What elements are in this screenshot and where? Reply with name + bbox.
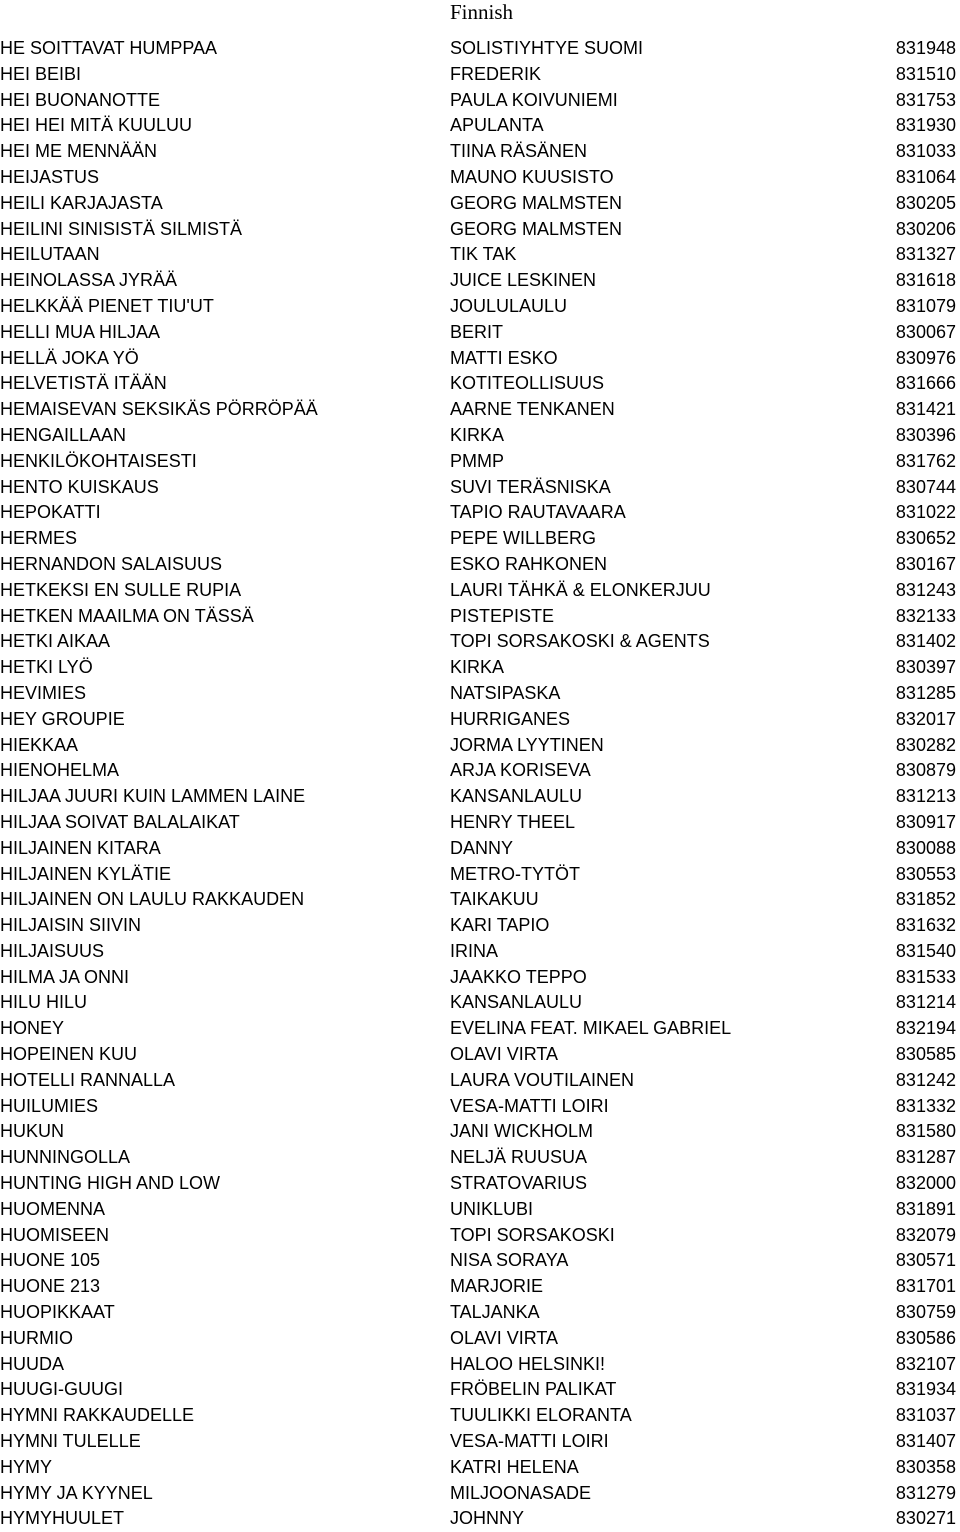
song-artist: TAPIO RAUTAVAARA — [450, 502, 626, 523]
song-row — [0, 552, 960, 578]
song-title: HUNNINGOLLA — [0, 1147, 131, 1168]
song-artist: MILJOONASADE — [450, 1482, 592, 1503]
song-code: 830585 — [895, 1044, 956, 1065]
song-row — [0, 1455, 960, 1481]
song-title: HEPOKATTI — [0, 502, 101, 523]
song-code: 830879 — [895, 760, 956, 781]
song-title: HUOMENNA — [0, 1198, 106, 1219]
song-row — [0, 1403, 960, 1429]
song-artist: GEORG MALMSTEN — [450, 218, 623, 239]
song-artist: TALJANKA — [450, 1302, 540, 1323]
song-code: 831037 — [895, 1405, 956, 1426]
song-row — [0, 887, 960, 913]
song-row — [0, 320, 960, 346]
song-code: 831540 — [895, 940, 956, 961]
song-title: HEILINI SINISISTÄ SILMISTÄ — [0, 218, 243, 239]
song-title: HEI HEI MITÄ KUULUU — [0, 115, 193, 136]
song-artist: TIINA RÄSÄNEN — [450, 141, 588, 162]
song-row — [0, 1429, 960, 1455]
song-row — [0, 217, 960, 243]
song-code: 831762 — [895, 450, 956, 471]
song-code: 831632 — [895, 915, 956, 936]
song-artist: JUICE LESKINEN — [450, 270, 597, 291]
song-artist: MARJORIE — [450, 1276, 544, 1297]
song-row — [0, 1068, 960, 1094]
song-code: 831666 — [895, 373, 956, 394]
song-row — [0, 604, 960, 630]
song-title: HILJAA SOIVAT BALALAIKAT — [0, 811, 240, 832]
song-code: 830396 — [895, 424, 956, 445]
song-row — [0, 371, 960, 397]
song-row — [0, 810, 960, 836]
song-title: HILJAISIN SIIVIN — [0, 915, 142, 936]
song-title: HE SOITTAVAT HUMPPAA — [0, 38, 218, 58]
song-artist: ESKO RAHKONEN — [450, 553, 608, 574]
song-row — [0, 191, 960, 217]
song-code: 831701 — [895, 1276, 956, 1297]
song-row — [0, 1300, 960, 1326]
song-title: HEI BEIBI — [0, 63, 82, 84]
song-row — [0, 1481, 960, 1507]
song-artist: VESA-MATTI LOIRI — [450, 1431, 609, 1452]
song-title: HOPEINEN KUU — [0, 1044, 138, 1065]
song-code: 830358 — [895, 1456, 956, 1477]
song-row — [0, 1274, 960, 1300]
song-row — [0, 733, 960, 759]
song-title: HIENOHELMA — [0, 760, 120, 781]
song-artist: DANNY — [450, 837, 514, 858]
song-code: 831243 — [895, 579, 956, 600]
song-artist: JOULULAULU — [450, 295, 568, 316]
song-artist: METRO-TYTÖT — [450, 863, 580, 884]
song-artist: OLAVI VIRTA — [450, 1044, 559, 1065]
song-artist: PISTEPISTE — [450, 605, 555, 626]
song-title: HUOPIKKAAT — [0, 1302, 115, 1323]
song-row — [0, 294, 960, 320]
song-artist: MAUNO KUUSISTO — [450, 166, 614, 187]
song-title: HIEKKAA — [0, 734, 79, 755]
song-artist: TAIKAKUU — [450, 889, 539, 910]
song-artist: APULANTA — [450, 115, 544, 136]
song-code: 832133 — [895, 605, 956, 626]
song-title: HUKUN — [0, 1121, 65, 1142]
song-title: HILMA JA ONNI — [0, 966, 130, 987]
song-title: HONEY — [0, 1018, 65, 1039]
song-artist: MATTI ESKO — [450, 347, 558, 368]
song-code: 832194 — [895, 1018, 956, 1039]
song-title: HEIJASTUS — [0, 166, 100, 187]
song-title: HILJAISUUS — [0, 940, 105, 961]
song-artist: AARNE TENKANEN — [450, 399, 615, 420]
song-title: HUONE 105 — [0, 1250, 101, 1271]
song-title: HEI BUONANOTTE — [0, 89, 161, 110]
song-artist: LAURA VOUTILAINEN — [450, 1069, 635, 1090]
song-code: 831533 — [895, 966, 956, 987]
song-artist: UNIKLUBI — [450, 1198, 534, 1219]
song-code: 830206 — [895, 218, 956, 239]
song-row — [0, 1171, 960, 1197]
song-row — [0, 1223, 960, 1249]
song-row — [0, 449, 960, 475]
song-title: HELLI MUA HILJAA — [0, 321, 161, 342]
song-artist: JANI WICKHOLM — [450, 1121, 594, 1142]
song-title: HETKI AIKAA — [0, 631, 111, 652]
song-row — [0, 1197, 960, 1223]
song-row — [0, 423, 960, 449]
song-row — [0, 526, 960, 552]
song-row — [0, 88, 960, 114]
song-code: 831948 — [895, 38, 956, 58]
song-title: HENKILÖKOHTAISESTI — [0, 450, 197, 471]
song-title: HEILI KARJAJASTA — [0, 192, 163, 213]
song-code: 831934 — [895, 1379, 956, 1400]
song-row — [0, 500, 960, 526]
song-code: 831242 — [895, 1069, 956, 1090]
song-artist: SUVI TERÄSNISKA — [450, 476, 611, 497]
song-row — [0, 62, 960, 88]
song-artist: KATRI HELENA — [450, 1456, 579, 1477]
song-row — [0, 139, 960, 165]
song-artist: EVELINA FEAT. MIKAEL GABRIEL — [450, 1018, 732, 1039]
song-row — [0, 784, 960, 810]
song-title: HUOMISEEN — [0, 1224, 110, 1245]
song-row — [0, 1352, 960, 1378]
song-code: 831407 — [895, 1431, 956, 1452]
song-row — [0, 990, 960, 1016]
song-title: HYMNI RAKKAUDELLE — [0, 1405, 195, 1426]
song-title: HILJAA JUURI KUIN LAMMEN LAINE — [0, 786, 306, 807]
song-code: 831852 — [895, 889, 956, 910]
song-artist: HALOO HELSINKI! — [450, 1353, 606, 1374]
song-artist: NATSIPASKA — [450, 682, 561, 703]
song-title: HUUDA — [0, 1353, 65, 1374]
song-title: HEI ME MENNÄÄN — [0, 141, 158, 162]
song-row — [0, 1042, 960, 1068]
song-title: HEINOLASSA JYRÄÄ — [0, 270, 178, 291]
song-title: HENTO KUISKAUS — [0, 476, 159, 497]
song-title: HENGAILLAAN — [0, 424, 127, 445]
song-title: HETKI LYÖ — [0, 657, 93, 678]
song-artist: BERIT — [450, 321, 504, 342]
song-code: 831510 — [895, 63, 956, 84]
song-artist: TOPI SORSAKOSKI — [450, 1224, 615, 1245]
song-artist: JORMA LYYTINEN — [450, 734, 604, 755]
song-row — [0, 836, 960, 862]
song-artist: ARJA KORISEVA — [450, 760, 591, 781]
song-title: HUONE 213 — [0, 1276, 101, 1297]
song-row — [0, 862, 960, 888]
song-code: 831022 — [895, 502, 956, 523]
song-title: HILU HILU — [0, 992, 88, 1013]
song-code: 831287 — [895, 1147, 956, 1168]
song-list — [0, 36, 960, 1532]
song-code: 830571 — [895, 1250, 956, 1271]
song-code: 830282 — [895, 734, 956, 755]
song-code: 830088 — [895, 837, 956, 858]
song-row — [0, 655, 960, 681]
song-title: HEVIMIES — [0, 682, 87, 703]
song-title: HEY GROUPIE — [0, 708, 125, 729]
song-artist: PAULA KOIVUNIEMI — [450, 89, 618, 110]
song-row — [0, 758, 960, 784]
song-row — [0, 1248, 960, 1274]
song-title: HELVETISTÄ ITÄÄN — [0, 373, 167, 394]
song-row — [0, 913, 960, 939]
song-code: 830744 — [895, 476, 956, 497]
song-artist: LAURI TÄHKÄ & ELONKERJUU — [450, 579, 711, 600]
song-row — [0, 397, 960, 423]
song-title: HUUGI-GUUGI — [0, 1379, 123, 1400]
song-code: 830397 — [895, 657, 956, 678]
song-artist: GEORG MALMSTEN — [450, 192, 623, 213]
song-title: HEMAISEVAN SEKSIKÄS PÖRRÖPÄÄ — [0, 399, 318, 420]
song-code: 831402 — [895, 631, 956, 652]
song-row — [0, 1094, 960, 1120]
song-code: 831421 — [895, 399, 956, 420]
song-artist: NISA SORAYA — [450, 1250, 569, 1271]
song-artist: PMMP — [450, 450, 504, 471]
song-row — [0, 165, 960, 191]
song-code: 832017 — [895, 708, 956, 729]
song-row — [0, 268, 960, 294]
song-artist: PEPE WILLBERG — [450, 528, 597, 549]
song-artist: KANSANLAULU — [450, 992, 583, 1013]
song-row — [0, 1506, 960, 1532]
song-code: 830553 — [895, 863, 956, 884]
song-artist: JOHNNY — [450, 1508, 525, 1529]
song-artist: OLAVI VIRTA — [450, 1327, 559, 1348]
song-code: 830067 — [895, 321, 956, 342]
song-row — [0, 1326, 960, 1352]
song-code: 832079 — [895, 1224, 956, 1245]
song-code: 830586 — [895, 1327, 956, 1348]
song-title: HUNTING HIGH AND LOW — [0, 1173, 221, 1194]
song-artist: STRATOVARIUS — [450, 1173, 588, 1194]
song-artist: KANSANLAULU — [450, 786, 583, 807]
song-artist: FREDERIK — [450, 63, 542, 84]
song-row — [0, 346, 960, 372]
song-code: 831213 — [895, 786, 956, 807]
song-artist: KIRKA — [450, 424, 505, 445]
song-code: 830759 — [895, 1302, 956, 1323]
page-heading: Finnish — [450, 0, 514, 24]
song-title: HOTELLI RANNALLA — [0, 1069, 176, 1090]
song-code: 831618 — [895, 270, 956, 291]
song-title: HUILUMIES — [0, 1095, 99, 1116]
song-code: 830917 — [895, 811, 956, 832]
song-row — [0, 629, 960, 655]
song-artist: KOTITEOLLISUUS — [450, 373, 605, 394]
song-code: 831033 — [895, 141, 956, 162]
song-row — [0, 1145, 960, 1171]
song-title: HETKEN MAAILMA ON TÄSSÄ — [0, 605, 254, 626]
song-code: 830271 — [895, 1508, 956, 1529]
song-code: 832000 — [895, 1173, 956, 1194]
song-row — [0, 242, 960, 268]
song-row — [0, 939, 960, 965]
song-row — [0, 475, 960, 501]
song-artist: JAAKKO TEPPO — [450, 966, 587, 987]
song-row — [0, 681, 960, 707]
song-code: 831332 — [895, 1095, 956, 1116]
song-title: HILJAINEN KITARA — [0, 837, 161, 858]
song-code: 831327 — [895, 244, 956, 265]
song-code: 832107 — [895, 1353, 956, 1374]
song-code: 831064 — [895, 166, 956, 187]
song-artist: KIRKA — [450, 657, 505, 678]
song-row — [0, 707, 960, 733]
song-title: HYMYHUULET — [0, 1508, 125, 1529]
song-row — [0, 965, 960, 991]
song-code: 831891 — [895, 1198, 956, 1219]
song-artist: IRINA — [450, 940, 499, 961]
song-artist: TIK TAK — [450, 244, 517, 265]
song-artist: TUULIKKI ELORANTA — [450, 1405, 632, 1426]
song-title: HYMY — [0, 1456, 53, 1477]
song-title: HELKKÄÄ PIENET TIU'UT — [0, 295, 214, 316]
song-title: HERNANDON SALAISUUS — [0, 553, 223, 574]
song-title: HILJAINEN ON LAULU RAKKAUDEN — [0, 889, 305, 910]
song-code: 830976 — [895, 347, 956, 368]
song-artist: VESA-MATTI LOIRI — [450, 1095, 609, 1116]
song-artist: SOLISTIYHTYE SUOMI — [450, 38, 644, 58]
song-title: HELLÄ JOKA YÖ — [0, 347, 139, 368]
song-code: 830652 — [895, 528, 956, 549]
song-code: 831285 — [895, 682, 956, 703]
song-artist: KARI TAPIO — [450, 915, 550, 936]
song-code: 831580 — [895, 1121, 956, 1142]
song-row — [0, 578, 960, 604]
song-row — [0, 1016, 960, 1042]
song-title: HYMY JA KYYNEL — [0, 1482, 153, 1503]
song-artist: TOPI SORSAKOSKI & AGENTS — [450, 631, 710, 652]
song-title: HYMNI TULELLE — [0, 1431, 141, 1452]
song-code: 831214 — [895, 992, 956, 1013]
song-row — [0, 36, 960, 62]
song-artist: FRÖBELIN PALIKAT — [450, 1379, 617, 1400]
song-title: HETKEKSI EN SULLE RUPIA — [0, 579, 242, 600]
song-artist: NELJÄ RUUSUA — [450, 1147, 588, 1168]
song-row — [0, 1119, 960, 1145]
song-title: HILJAINEN KYLÄTIE — [0, 863, 172, 884]
song-code: 830205 — [895, 192, 956, 213]
song-code: 831753 — [895, 89, 956, 110]
song-title: HURMIO — [0, 1327, 73, 1348]
song-row — [0, 113, 960, 139]
song-code: 831930 — [895, 115, 956, 136]
song-code: 830167 — [895, 553, 956, 574]
song-code: 831079 — [895, 295, 956, 316]
song-title: HERMES — [0, 528, 78, 549]
song-artist: HENRY THEEL — [450, 811, 576, 832]
song-row — [0, 1377, 960, 1403]
song-title: HEILUTAAN — [0, 244, 100, 265]
song-artist: HURRIGANES — [450, 708, 571, 729]
song-code: 831279 — [895, 1482, 956, 1503]
